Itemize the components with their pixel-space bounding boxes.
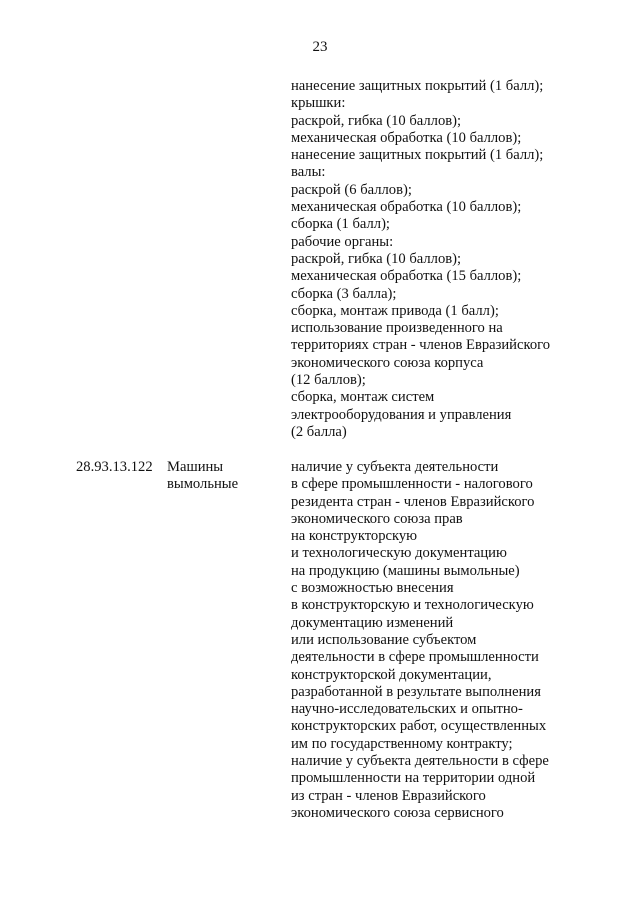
text-line: территориях стран - членов Евразийского — [291, 337, 551, 354]
text-line: на конструкторскую — [291, 528, 418, 545]
text-line: раскрой, гибка (10 баллов); — [291, 112, 462, 129]
text-line: наличие у субъекта деятельности в сфере — [291, 753, 549, 770]
text-line: экономического союза сервисного — [291, 804, 504, 821]
text-line: раскрой, гибка (10 баллов); — [291, 250, 462, 267]
text-line: научно-исследовательских и опытно- — [291, 701, 523, 718]
text-line: из стран - членов Евразийского — [291, 787, 486, 804]
text-line: на продукцию (машины вымольные) — [291, 562, 520, 579]
text-line: деятельности в сфере промышленности — [291, 649, 539, 666]
text-line: с возможностью внесения — [291, 580, 454, 597]
text-line: разработанной в результате выполнения — [291, 683, 541, 700]
text-line: вымольные — [167, 476, 239, 493]
text-line: промышленности на территории одной — [291, 770, 536, 787]
text-line: в сфере промышленности - налогового — [291, 476, 533, 493]
text-line: рабочие органы: — [291, 233, 394, 250]
text-line: документацию изменений — [291, 614, 454, 631]
text-line: использование произведенного на — [291, 320, 503, 337]
product-name — [167, 459, 238, 494]
text-line: экономического союза прав — [291, 510, 463, 527]
text-line: сборка (3 балла); — [291, 285, 397, 302]
text-line: механическая обработка (15 баллов); — [291, 268, 522, 285]
product-requirements — [291, 459, 549, 822]
text-line: сборка, монтаж систем — [291, 389, 435, 406]
product-code: 28.93.13.122 — [76, 459, 153, 475]
text-line: наличие у субъекта деятельности — [291, 459, 499, 475]
text-line: в конструкторскую и технологическую — [291, 597, 534, 614]
text-line: резидента стран - членов Евразийского — [291, 493, 535, 510]
text-line: (12 баллов); — [291, 372, 366, 389]
text-line: Машины — [167, 459, 224, 475]
page-number: 23 — [312, 39, 328, 55]
text-line: экономического союза корпуса — [291, 354, 484, 371]
text-line: (2 балла) — [291, 423, 347, 440]
text-line: или использование субъектом — [291, 631, 477, 648]
text-line: нанесение защитных покрытий (1 балл); — [291, 147, 544, 164]
text-line: сборка, монтаж привода (1 балл); — [291, 302, 499, 319]
text-line: крышки: — [291, 95, 346, 112]
text-line: и технологическую документацию — [291, 545, 507, 562]
text-line: нанесение защитных покрытий (1 балл); — [291, 78, 544, 94]
text-line: сборка (1 балл); — [291, 216, 390, 233]
text-line: им по государственному контракту; — [291, 735, 513, 752]
text-line: раскрой (6 баллов); — [291, 181, 412, 198]
text-line: конструкторских работ, осуществленных — [291, 718, 547, 735]
text-line: конструкторской документации, — [291, 666, 492, 683]
text-line: валы: — [291, 164, 326, 181]
text-line: механическая обработка (10 баллов); — [291, 129, 522, 146]
text-line: электрооборудования и управления — [291, 406, 512, 423]
continuation-requirements — [291, 78, 550, 441]
text-line: механическая обработка (10 баллов); — [291, 199, 522, 216]
